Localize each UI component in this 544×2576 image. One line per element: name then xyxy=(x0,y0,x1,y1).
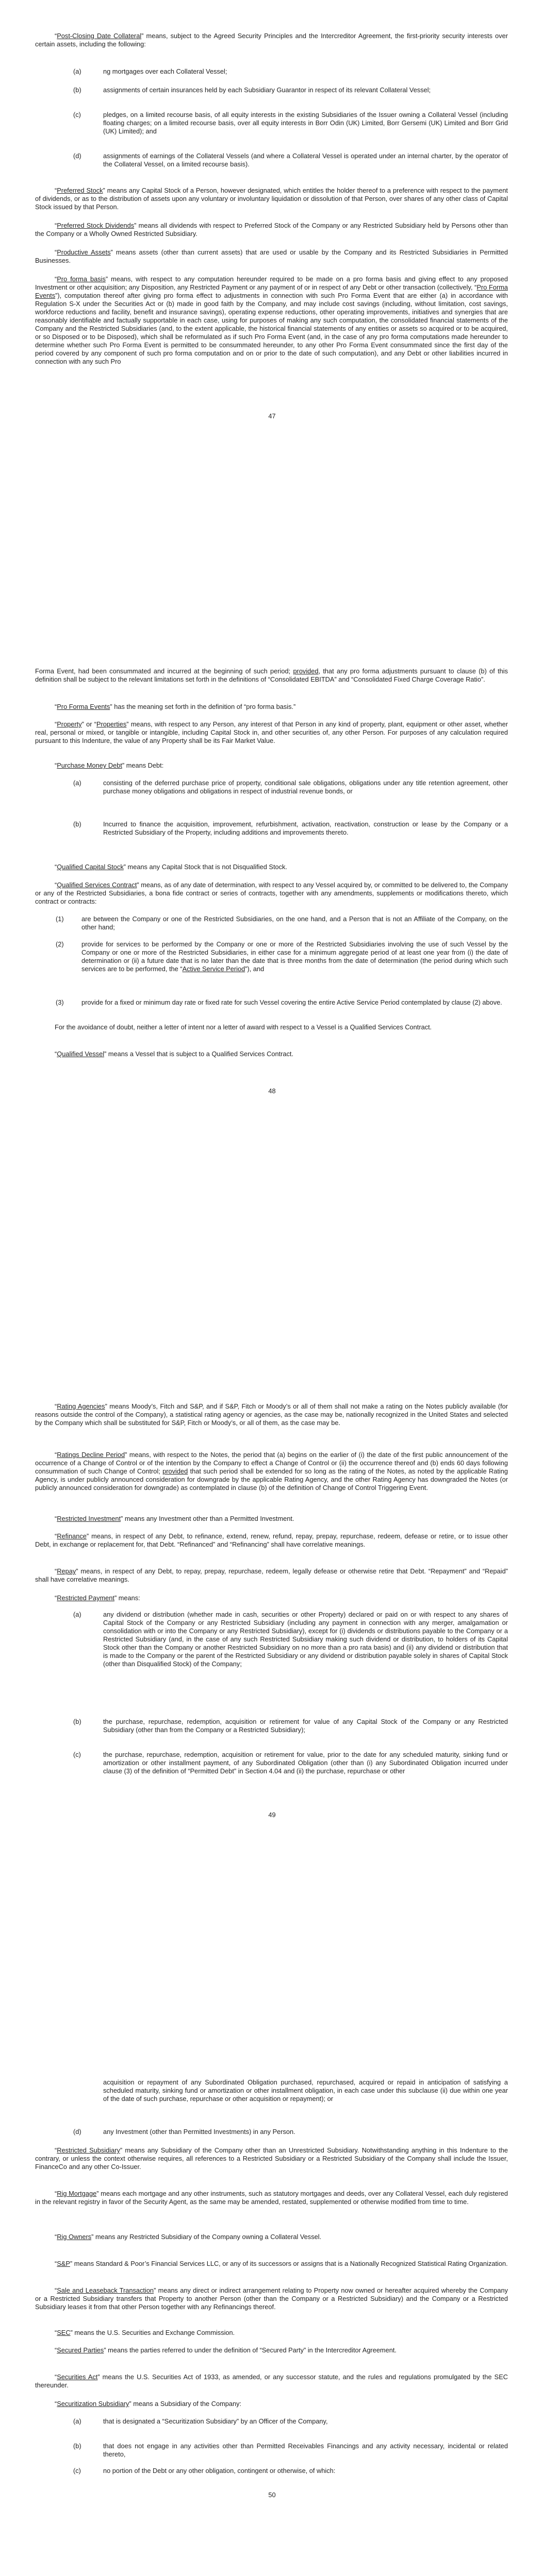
def-property: “Property” or “Properties” means, with respect to any Person, any interest of that Person in any kind of property, plant, equipment or other asset, whether real, personal or mixed, or tangible or intangible, including Capital Stock in, and other securities of, any other Person. For purposes of any calculation required pursuant to this Indenture, the value of any Property shall be its Fair Market Value. xyxy=(35,720,508,744)
def-securities-act: “Securities Act” means the U.S. Securities Act of 1933, as amended, or any successor statute, and the rules and regulations promulgated by the SEC thereunder. xyxy=(35,2373,508,2389)
def-restricted-payment: “Restricted Payment” means: xyxy=(55,1594,140,1602)
page-48 xyxy=(0,665,544,1345)
list-item: (a) that is designated a “Securitization Subsidiary” by an Officer of the Company, xyxy=(73,2417,328,2425)
def-qualified-services-contract: “Qualified Services Contract” means, as of any date of determination, with respect to any Vessel acquired by, or committed to be delivered to, the Company or any of the Restricted Subsidiaries, a bona fide contract or series of contracts, together with any amendments, supplements or modifications thereto, which contract or contracts: xyxy=(35,881,508,905)
continuation-block: acquisition or repayment of any Subordinated Obligation purchased, repurchased, acquired or repaid in anticipation of satisfying a scheduled maturity, sinking fund or amortization or other installment obligation, in each case under this subclause (ii) due within one year of the date of such purchase, repurchase or other acquisition or repayment); or xyxy=(103,2078,508,2103)
def-restricted-subsidiary: “Restricted Subsidiary” means any Subsidiary of the Company other than an Unrestricted Subsidiary. Notwithstanding anything in this Indenture to the contrary, or unless the context otherwise requires, all references to a Restricted Subsidiary or a Restricted Subsidiary of the Company shall include the Issuer, FinanceCo and any other Co-Issuer. xyxy=(35,2146,508,2171)
def-preferred-stock-dividends: “Preferred Stock Dividends” means all dividends with respect to Preferred Stock of the Company or any Restricted Subsidiary held by Persons other than the Company or a Wholly Owned Restricted Subsidiary. xyxy=(35,222,508,238)
pro-forma-continuation: Forma Event, had been consummated and incurred at the beginning of such period; provided, that any pro forma adjustments pursuant to clause (b) of this definition shall be subject to the relevant limitations set forth in the definitions of “Consolidated EBITDA” and “Consolidated Fixed Charge Coverage Ratio”. xyxy=(35,667,508,683)
list-item: (c) pledges, on a limited recourse basis, of all equity interests in the existing Subsidiaries of the Issuer owning a Collateral Vessel (including floating charges; on a limited recourse basis, over all equity interests in Borr Odin (UK) Limited, Borr Gersemi (UK) Limited and Borr Grid (UK) Limited); and xyxy=(73,111,508,135)
page-number: 47 xyxy=(268,412,276,420)
def-sp: “S&P” means Standard & Poor’s Financial Services LLC, or any of its successors or assigns that is a Nationally Recognized Statistical Rating Organization. xyxy=(55,2260,508,2267)
def-rig-mortgage: “Rig Mortgage” means each mortgage and any other instruments, such as statutory mortgages and deeds, over any Collateral Vessel, each duly registered in the relevant registry in favor of the Security Agent, as the same may be amended, restated, supplemented or otherwise modified from time to time. xyxy=(35,2190,508,2206)
def-qualified-vessel: “Qualified Vessel” means a Vessel that is subject to a Qualified Services Contract. xyxy=(55,1050,294,1058)
avoidance-of-doubt: For the avoidance of doubt, neither a letter of intent nor a letter of award with respect to a Vessel is a Qualified Services Contract. xyxy=(55,1023,432,1031)
def-preferred-stock: “Preferred Stock” means any Capital Stock of a Person, however designated, which entitles the holder thereof to a preference with respect to the payment of dividends, or as to the distribution of assets upon any voluntary or involuntary liquidation or dissolution of that Person, over shares of any other class of Capital Stock issued by that Person. xyxy=(35,187,508,211)
page-47 xyxy=(0,0,544,665)
list-item: (c) the purchase, repurchase, redemption, acquisition or retirement for value, prior to the date for any scheduled maturity, sinking fund or amortization or other installment payment, of any Subordinated Obligation (other than (i) any Subordinated Obligation incurred under clause (3) of the definition of “Permitted Debt” in Section 4.04 and (ii) the purchase, repurchase or other xyxy=(73,1751,508,1775)
list-item: (b) the purchase, repurchase, redemption, acquisition or retirement for value of any Capital Stock of the Company or any Restricted Subsidiary (other than from the Company or a Restricted Subsidiary); xyxy=(73,1718,508,1734)
page-number: 50 xyxy=(268,2491,276,2499)
def-productive-assets: “Productive Assets” means assets (other than current assets) that are used or usable by the Company and its Restricted Subsidiaries in Permitted Businesses. xyxy=(35,248,508,264)
def-pro-forma-basis: “Pro forma basis” means, with respect to any computation hereunder required to be made on a pro forma basis and giving effect to any proposed Investment or other acquisition; any Disposition, any Restricted Payment or any payment of or in respect of any Debt or other transaction (collectively, “Pro Forma Events”), computation thereof after giving pro forma effect to adjustments in connection with such Pro Forma Event that are either (a) in accordance with Regulation S-X under the Securities Act or (b) made in good faith by the Company, and may include cost savings (including, without limitation, cost savings, workforce reductions and facility, benefit and insurance savings), operating expense reductions, other operating improvements, initiatives and synergies that are reasonably identifiable and factually supportable in each case, using for purposes of making any such computation, the consolidated financial statements of the Company and the Restricted Subsidiaries (and, to the extent applicable, the historical financial statements of any entities or assets so acquired or to be acquired, or so Disposed or to be Disposed), which shall be reformulated as if such Pro Forma Event (and, in the case of any pro forma computations made hereunder to determine whether such Pro Forma Event is permitted to be consummated hereunder, to any other Pro Forma Event consummated since the first day of the period covered by any component of such pro forma computation and on or prior to the date of such computation), and any Debt or other liabilities incurred in connection with any such Pro xyxy=(35,275,508,365)
list-item: (a) any dividend or distribution (whether made in cash, securities or other Property) declared or paid on or with respect to any shares of Capital Stock of the Company or any Restricted Subsidiary (including any payment in connection with any merger, amalgamation or consolidation with or into the Company or any Restricted Subsidiary), except for (i) dividends or distributions payable to the Company or a Restricted Subsidiary (and, in the case of any such Restricted Subsidiary making such dividend or distribution, to holders of its Capital Stock other than the Company or another Restricted Subsidiary on no more than a pro rata basis) and (ii) any dividend or distribution that is made to the Company or the parent of the Restricted Subsidiary or any dividend or distribution payable solely in shares of Capital Stock (other than Disqualified Stock) of the Company; xyxy=(73,1611,508,1668)
defined-term: Post-Closing Date Collateral xyxy=(57,32,142,40)
list-item: (1) are between the Company or one of the Restricted Subsidiaries, on the one hand, and a Person that is not an Affiliate of the Company, on the other hand; xyxy=(56,915,508,931)
def-ratings-decline-period: “Ratings Decline Period” means, with respect to the Notes, the period that (a) begins on the earlier of (i) the date of the first public announcement of the occurrence of a Change of Control or of the intention by the Company to effect a Change of Control or (ii) the occurrence thereof and (b) ends 60 days following consummation of such Change of Control; provided that such period shall be extended for so long as the rating of the Notes, as noted by the applicable Rating Agency, is under publicly announced consideration for downgrade by the applicable Rating Agency, and the other Rating Agency has downgraded the Notes (or publicly announced consideration for downgrade) as contemplated in clause (b) of the definition of Change of Control Triggering Event. xyxy=(35,1451,508,1492)
list-item: (3) provide for a fixed or minimum day rate or fixed rate for such Vessel covering the entire Active Service Period contemplated by clause (2) above. xyxy=(56,998,502,1006)
def-restricted-investment: “Restricted Investment” means any Investment other than a Permitted Investment. xyxy=(55,1515,294,1522)
def-sec: “SEC” means the U.S. Securities and Exchange Commission. xyxy=(55,2329,235,2336)
list-item: (b) assignments of certain insurances held by each Subsidiary Guarantor in respect of its relevant Collateral Vessel; xyxy=(73,86,431,94)
list-item: (b) Incurred to finance the acquisition, improvement, refurbishment, activation, reactivation, construction or lease by the Company or a Restricted Subsidiary of the Property, including additions and improvements thereto. xyxy=(73,820,508,836)
def-rig-owners: “Rig Owners” means any Restricted Subsidiary of the Company owning a Collateral Vessel. xyxy=(55,2233,322,2241)
list-item: (a) consisting of the deferred purchase price of property, conditional sale obligations, obligations under any title retention agreement, other purchase money obligations and obligations in respect of industrial revenue bonds, or xyxy=(73,779,508,795)
def-post-closing-date-collateral: “Post-Closing Date Collateral” means, subject to the Agreed Security Principles and the Intercreditor Agreement, the first-priority security interests over certain assets, including the following: xyxy=(35,32,508,48)
page-number: 48 xyxy=(268,1087,276,1095)
def-pro-forma-events: “Pro Forma Events” has the meaning set forth in the definition of “pro forma basis.” xyxy=(55,703,296,710)
page-49 xyxy=(0,1345,544,2050)
def-repay: “Repay” means, in respect of any Debt, to repay, prepay, repurchase, redeem, legally defease or otherwise retire that Debt. “Repayment” and “Repaid” shall have correlative meanings. xyxy=(35,1567,508,1583)
def-securitization-subsidiary: “Securitization Subsidiary” means a Subsidiary of the Company: xyxy=(55,2400,242,2408)
def-qualified-capital-stock: “Qualified Capital Stock” means any Capital Stock that is not Disqualified Stock. xyxy=(55,863,287,871)
page-number: 49 xyxy=(268,1811,276,1819)
list-item: (b) that does not engage in any activities other than Permitted Receivables Financings and any activity necessary, incidental or related thereto, xyxy=(73,2442,508,2458)
list-item: (d) assignments of earnings of the Collateral Vessels (and where a Collateral Vessel is operated under an internal charter, by the operator of the Collateral Vessel, on a limited recourse basis). xyxy=(73,152,508,168)
def-sale-and-leaseback: “Sale and Leaseback Transaction” means any direct or indirect arrangement relating to Property now owned or hereafter acquired whereby the Company or a Restricted Subsidiary transfers that Property to another Person (other than the Company or a Restricted Subsidiary) and the Company or a Restricted Subsidiary leases it from that other Person together with any Refinancings thereof. xyxy=(35,2286,508,2311)
list-item: (c) no portion of the Debt or any other obligation, contingent or otherwise, of which: xyxy=(73,2467,336,2475)
list-item: (2) provide for services to be performed by the Company or one or more of the Restricted Subsidiaries involving the use of such Vessel by the Company or one or more of the Restricted Subsidiaries, in either case for a minimum aggregate period of at least one year from (i) the date of determination or (ii) a future date that is no later than the date that is three months from the date of determination (the period during which such services are to be performed, the “Active Service Period”), and xyxy=(56,940,508,973)
list-item: (d) any Investment (other than Permitted Investments) in any Person. xyxy=(73,2128,295,2136)
def-purchase-money-debt: “Purchase Money Debt” means Debt: xyxy=(55,761,164,769)
list-item: (a) ng mortgages over each Collateral Vessel; xyxy=(73,67,227,75)
def-refinance: “Refinance” means, in respect of any Debt, to refinance, extend, renew, refund, repay, prepay, repurchase, redeem, defease or retire, or to issue other Debt, in exchange or replacement for, that Debt. “Refinanced” and “Refinancing” shall have correlative meanings. xyxy=(35,1532,508,1548)
def-rating-agencies: “Rating Agencies” means Moody’s, Fitch and S&P, and if S&P, Fitch or Moody’s or all of them shall not make a rating on the Notes publicly available (for reasons outside the control of the Company), a statistical rating agency or agencies, as the case may be, nationally recognized in the United States and selected by the Company which shall be substituted for S&P, Fitch or Moody’s, or all of them, as the case may be. xyxy=(35,1402,508,1427)
def-secured-parties: “Secured Parties” means the parties referred to under the definition of “Secured Party” in the Intercreditor Agreement. xyxy=(55,2346,397,2354)
page-50 xyxy=(0,2050,544,2576)
